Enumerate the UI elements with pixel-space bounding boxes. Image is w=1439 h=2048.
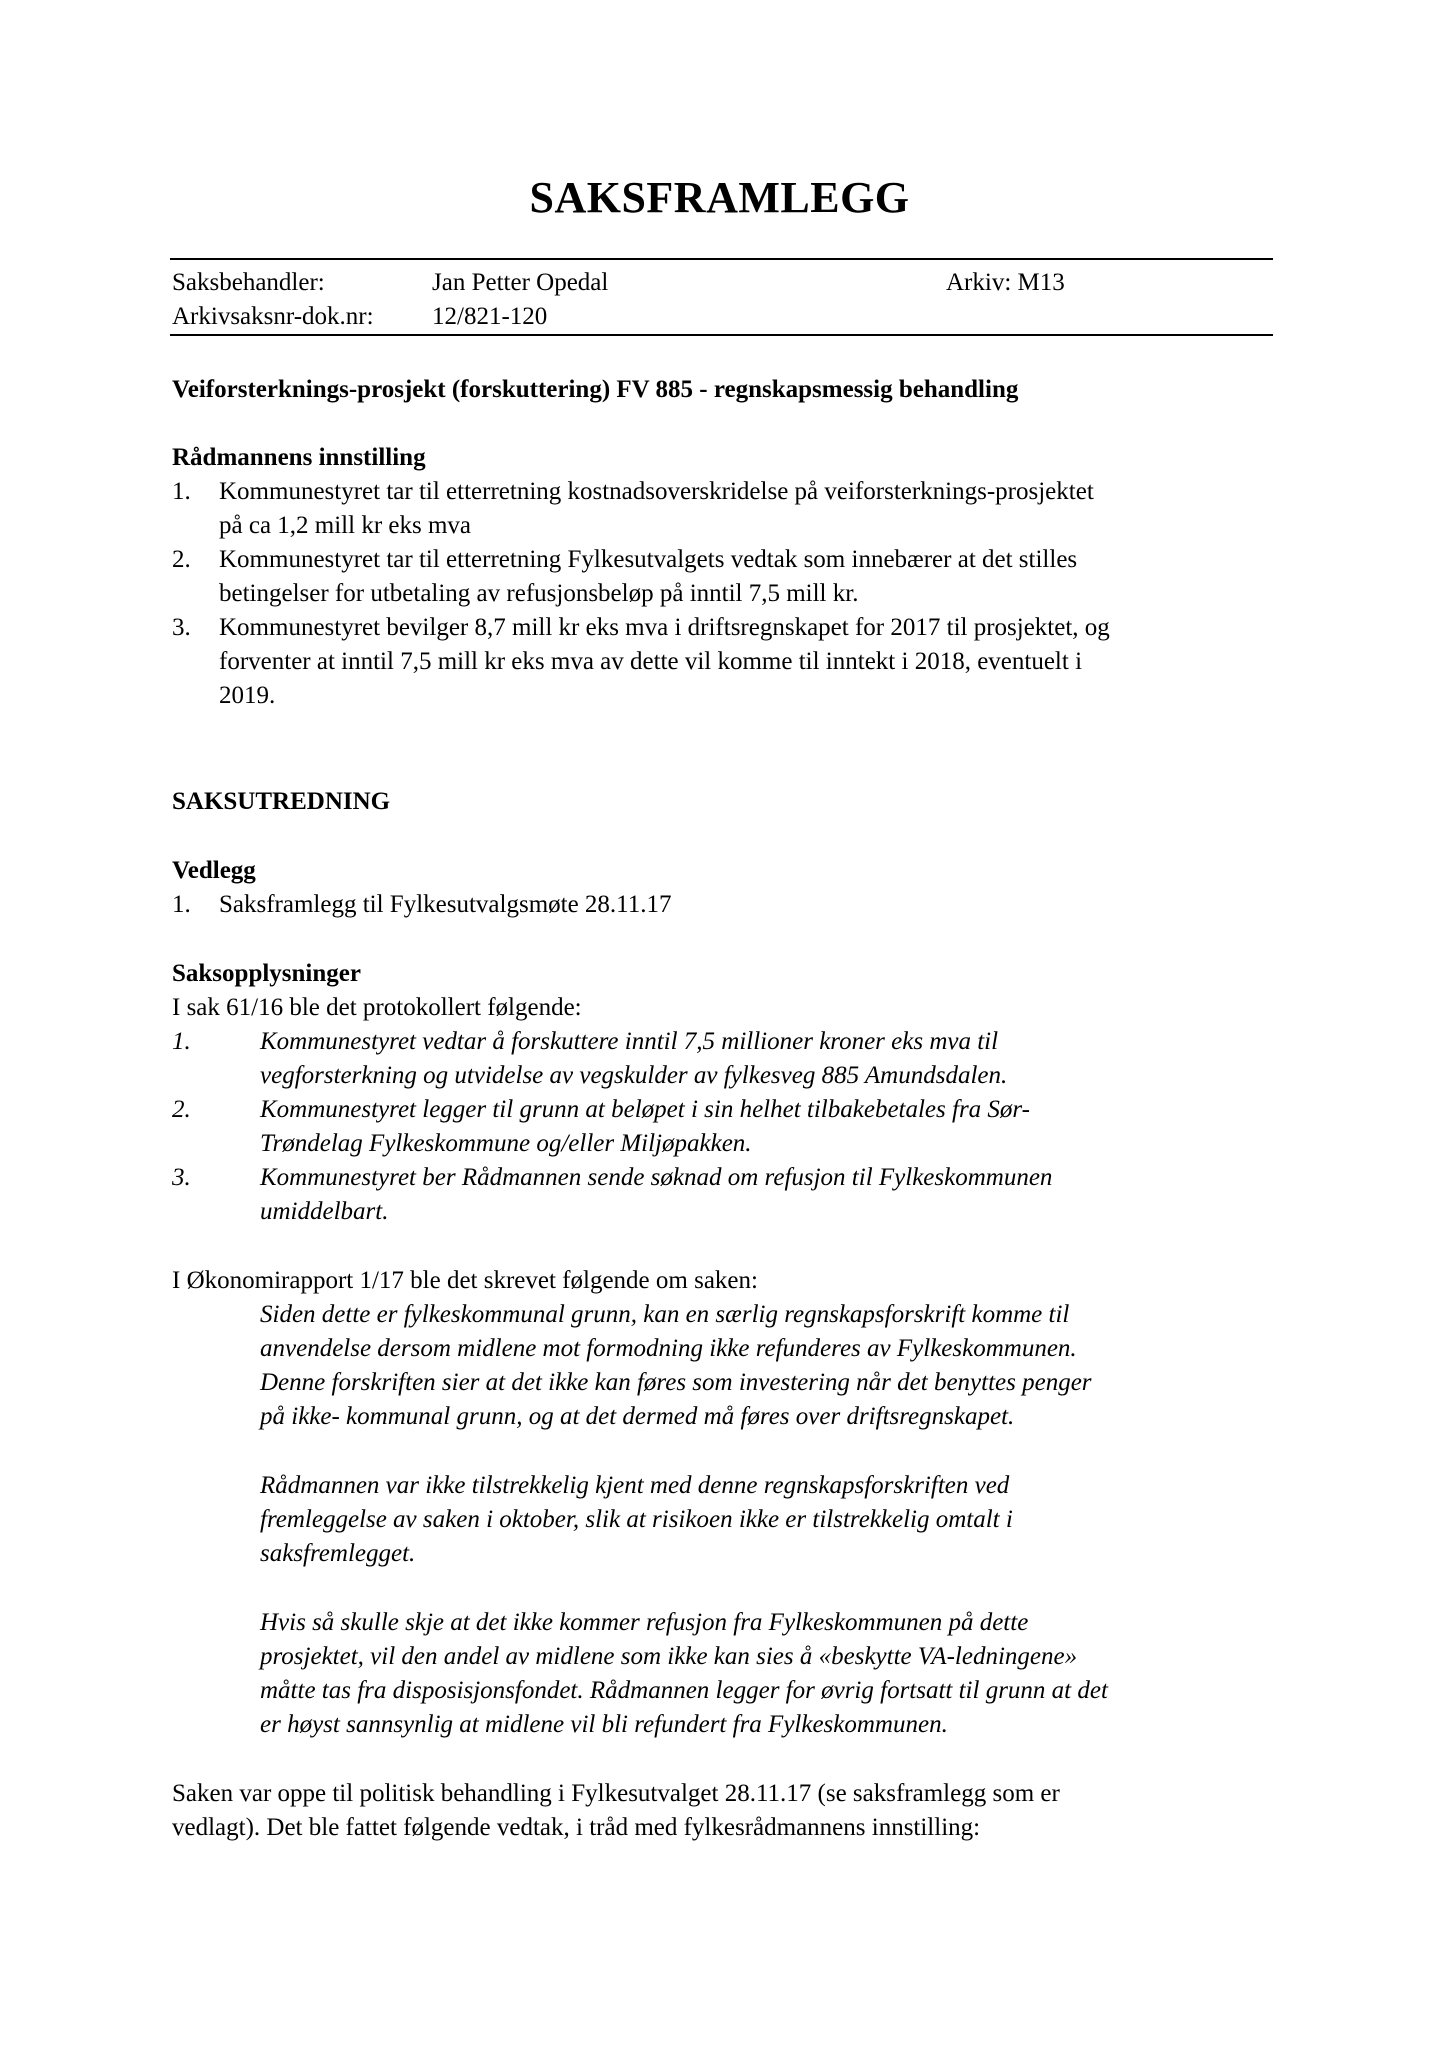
- vedtak-item-2-number: 2.: [172, 1096, 191, 1123]
- innstilling-heading: Rådmannens innstilling: [172, 444, 426, 471]
- quote-1-line-1: Siden dette er fylkeskommunal grunn, kan en særlig regnskapsforskrift komme til: [260, 1301, 1070, 1328]
- arkivsaksnr-value: 12/821-120: [432, 303, 548, 330]
- innstilling-item-2-line-2: betingelser for utbetaling av refusjonsbeløp på inntil 7,5 mill kr.: [219, 580, 859, 607]
- quote-2-line-1: Rådmannen var ikke tilstrekkelig kjent med denne regnskapsforskriften ved: [260, 1472, 1010, 1499]
- document-title: SAKSFRAMLEGG: [529, 173, 910, 222]
- quote-1-line-4: på ikke- kommunal grunn, og at det dermed må føres over driftsregnskapet.: [260, 1403, 1015, 1430]
- vedlegg-item-1-number: 1.: [172, 891, 191, 918]
- quote-2-line-3: saksfremlegget.: [260, 1540, 416, 1567]
- vedlegg-heading: Vedlegg: [172, 857, 256, 884]
- case-subject: Veiforsterknings-prosjekt (forskuttering) FV 885 - regnskapsmessig behandling: [172, 376, 1019, 403]
- arkivsaksnr-label: Arkivsaksnr-dok.nr:: [172, 303, 374, 330]
- header-top-rule: [170, 258, 1273, 260]
- innstilling-item-1-number: 1.: [172, 478, 191, 505]
- vedtak-item-1-number: 1.: [172, 1028, 191, 1055]
- vedtak-item-2-line-1: Kommunestyret legger til grunn at beløpet i sin helhet tilbakebetales fra Sør-: [260, 1096, 1030, 1123]
- innstilling-item-1-line-2: på ca 1,2 mill kr eks mva: [219, 512, 472, 539]
- vedlegg-item-1-text: Saksframlegg til Fylkesutvalgsmøte 28.11.17: [219, 891, 672, 918]
- innstilling-item-3-line-2: forventer at inntil 7,5 mill kr eks mva av dette vil komme til inntekt i 2018, eventuelt i: [219, 648, 1083, 675]
- header-bottom-rule: [170, 334, 1273, 336]
- vedtak-item-1-line-2: vegforsterkning og utvidelse av vegskulder av fylkesveg 885 Amundsdalen.: [260, 1062, 1008, 1089]
- arkiv-code: Arkiv: M13: [946, 269, 1065, 296]
- vedtak-item-3-line-2: umiddelbart.: [260, 1198, 389, 1225]
- quote-1-line-3: Denne forskriften sier at det ikke kan føres som investering når det benyttes penger: [260, 1369, 1092, 1396]
- protokoll-intro: I sak 61/16 ble det protokollert følgende:: [172, 994, 582, 1021]
- saksutredning-heading: SAKSUTREDNING: [172, 788, 391, 815]
- innstilling-item-3-line-3: 2019.: [219, 682, 276, 709]
- okonomirapport-intro: I Økonomirapport 1/17 ble det skrevet følgende om saken:: [172, 1267, 758, 1294]
- innstilling-item-3-number: 3.: [172, 614, 191, 641]
- saksbehandler-label: Saksbehandler:: [172, 269, 325, 296]
- quote-1-line-2: anvendelse dersom midlene mot formodning ikke refunderes av Fylkeskommunen.: [260, 1335, 1077, 1362]
- quote-3-line-4: er høyst sannsynlig at midlene vil bli refundert fra Fylkeskommunen.: [260, 1711, 948, 1738]
- quote-3-line-2: prosjektet, vil den andel av midlene som ikke kan sies å «beskytte VA-ledningene»: [260, 1643, 1078, 1670]
- closing-line-2: vedlagt). Det ble fattet følgende vedtak, i tråd med fylkesrådmannens innstilling:: [172, 1814, 981, 1841]
- quote-3-line-3: måtte tas fra disposisjonsfondet. Rådmannen legger for øvrig fortsatt til grunn at det: [260, 1677, 1108, 1704]
- closing-line-1: Saken var oppe til politisk behandling i Fylkesutvalget 28.11.17 (se saksframlegg som er: [172, 1780, 1060, 1807]
- vedtak-item-2-line-2: Trøndelag Fylkeskommune og/eller Miljøpakken.: [260, 1130, 752, 1157]
- vedtak-item-3-number: 3.: [172, 1164, 191, 1191]
- saksbehandler-value: Jan Petter Opedal: [432, 269, 609, 296]
- quote-3-line-1: Hvis så skulle skje at det ikke kommer refusjon fra Fylkeskommunen på dette: [260, 1609, 1029, 1636]
- vedtak-item-3-line-1: Kommunestyret ber Rådmannen sende søknad om refusjon til Fylkeskommunen: [260, 1164, 1053, 1191]
- innstilling-item-1-line-1: Kommunestyret tar til etterretning kostnadsoverskridelse på veiforsterknings-prosjektet: [219, 478, 1094, 505]
- innstilling-item-2-line-1: Kommunestyret tar til etterretning Fylkesutvalgets vedtak som innebærer at det stilles: [219, 546, 1078, 573]
- saksopplysninger-heading: Saksopplysninger: [172, 960, 361, 987]
- vedtak-item-1-line-1: Kommunestyret vedtar å forskuttere inntil 7,5 millioner kroner eks mva til: [260, 1028, 999, 1055]
- quote-2-line-2: fremleggelse av saken i oktober, slik at risikoen ikke er tilstrekkelig omtalt i: [260, 1506, 1013, 1533]
- innstilling-item-2-number: 2.: [172, 546, 191, 573]
- innstilling-item-3-line-1: Kommunestyret bevilger 8,7 mill kr eks mva i driftsregnskapet for 2017 til prosjektet, og: [219, 614, 1110, 641]
